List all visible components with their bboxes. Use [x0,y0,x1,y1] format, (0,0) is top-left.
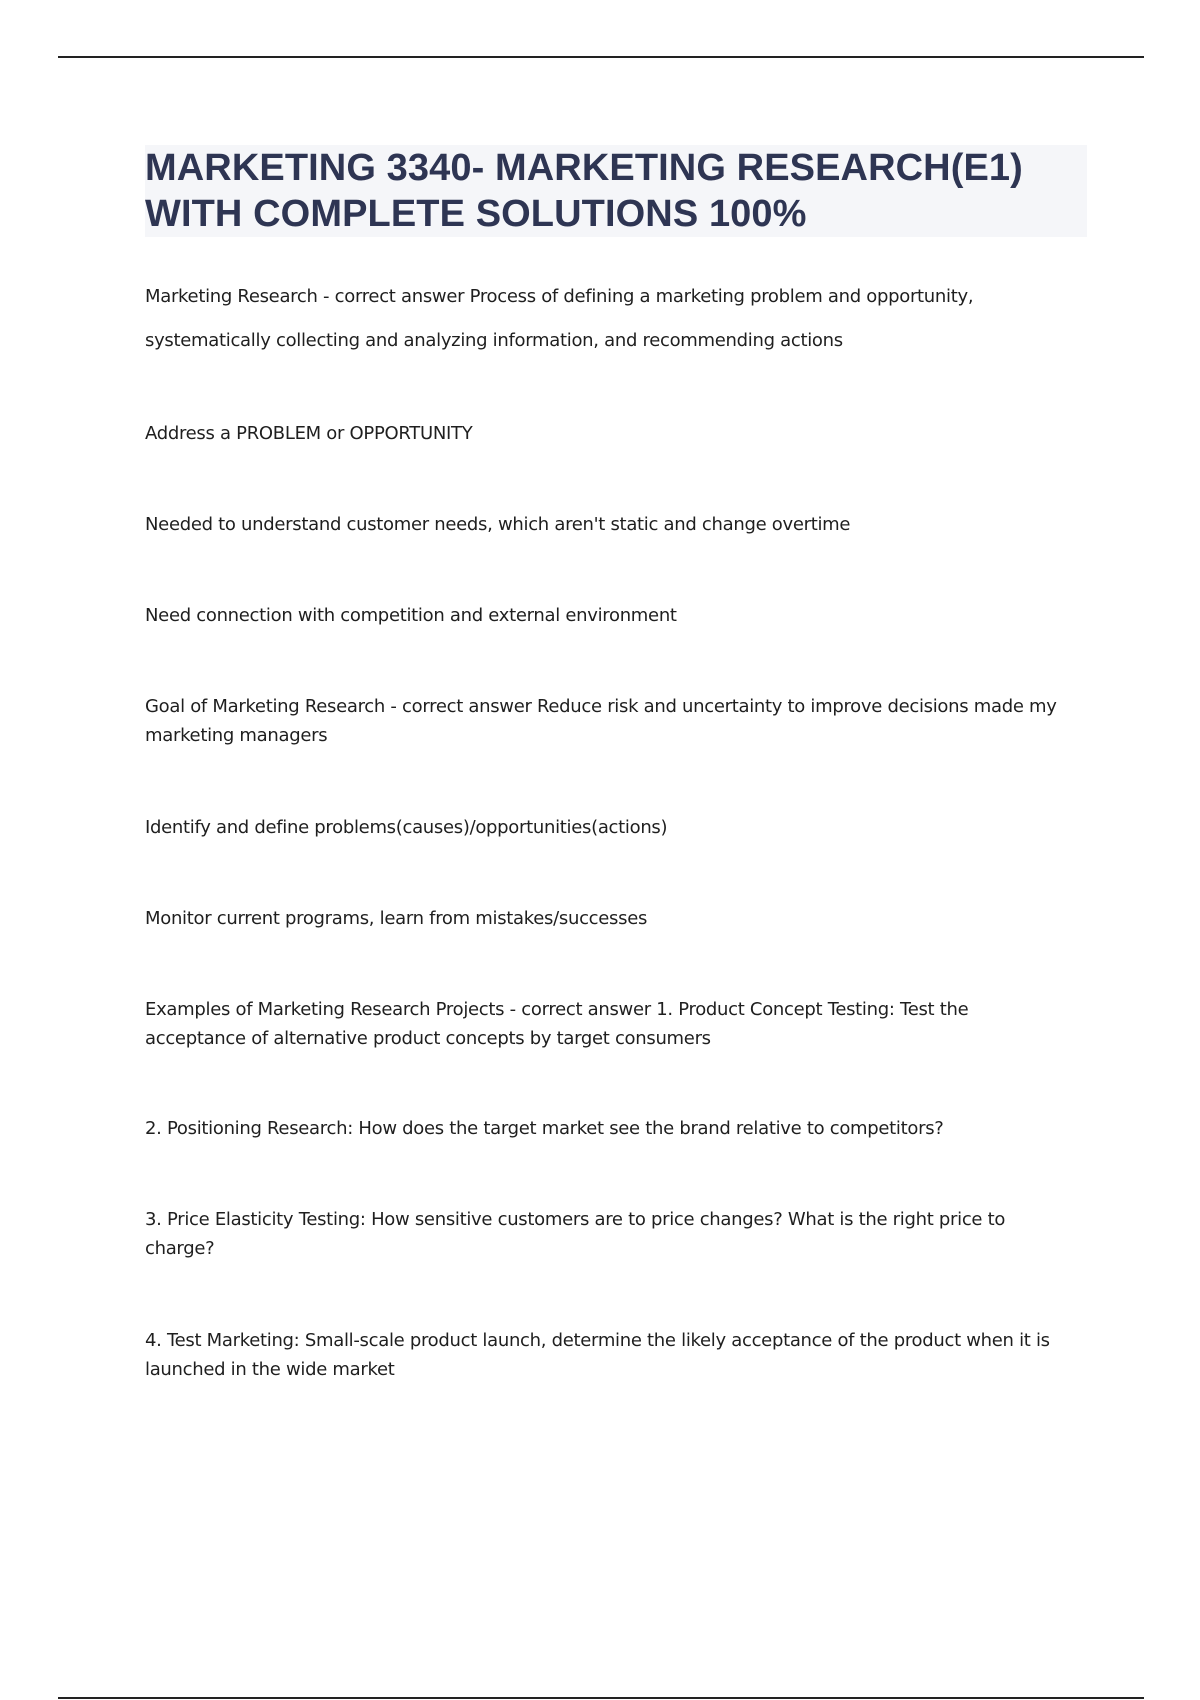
paragraph-line: 2. Positioning Research: How does the target market see the brand relative to competitors? [145,1118,944,1139]
paragraph-price-elasticity [145,1205,1085,1263]
paragraph-line: Address a PROBLEM or OPPORTUNITY [145,423,473,444]
paragraph-examples-projects [145,995,1085,1053]
document-title [145,145,1087,237]
paragraph-marketing-research-definition [145,275,1085,363]
page-top-rule [58,56,1144,58]
paragraph-monitor-programs [145,904,1085,933]
paragraph-line: Examples of Marketing Research Projects - correct answer 1. Product Concept Testing: Test the [145,999,969,1020]
paragraph-customer-needs [145,510,1085,539]
paragraph-test-marketing [145,1326,1085,1384]
paragraph-line: systematically collecting and analyzing information, and recommending actions [145,330,843,351]
paragraph-line: 4. Test Marketing: Small-scale product launch, determine the likely acceptance of the product when it is [145,1330,1050,1351]
paragraph-line: 3. Price Elasticity Testing: How sensitive customers are to price changes? What is the right price to [145,1209,1006,1230]
page-bottom-rule [58,1697,1144,1699]
paragraph-line: Monitor current programs, learn from mistakes/successes [145,908,648,929]
paragraph-line: Goal of Marketing Research - correct answer Reduce risk and uncertainty to improve decisions made my [145,696,1057,717]
paragraph-positioning-research [145,1114,1085,1143]
paragraph-line: marketing managers [145,725,328,746]
paragraph-goal-of-research [145,692,1085,750]
paragraph-line: charge? [145,1238,215,1259]
paragraph-competition [145,601,1085,630]
paragraph-line: Identify and define problems(causes)/opportunities(actions) [145,817,668,838]
paragraph-address-problem [145,419,1085,448]
title-line-1: MARKETING 3340- MARKETING RESEARCH(E1) [145,147,1023,189]
paragraph-identify-problems [145,813,1085,842]
paragraph-line: Need connection with competition and external environment [145,605,677,626]
title-line-2: WITH COMPLETE SOLUTIONS 100% [145,193,807,235]
paragraph-line: launched in the wide market [145,1359,395,1380]
paragraph-line: Marketing Research - correct answer Process of defining a marketing problem and opportunity, [145,286,974,307]
paragraph-line: Needed to understand customer needs, which aren't static and change overtime [145,514,851,535]
paragraph-line: acceptance of alternative product concepts by target consumers [145,1028,711,1049]
